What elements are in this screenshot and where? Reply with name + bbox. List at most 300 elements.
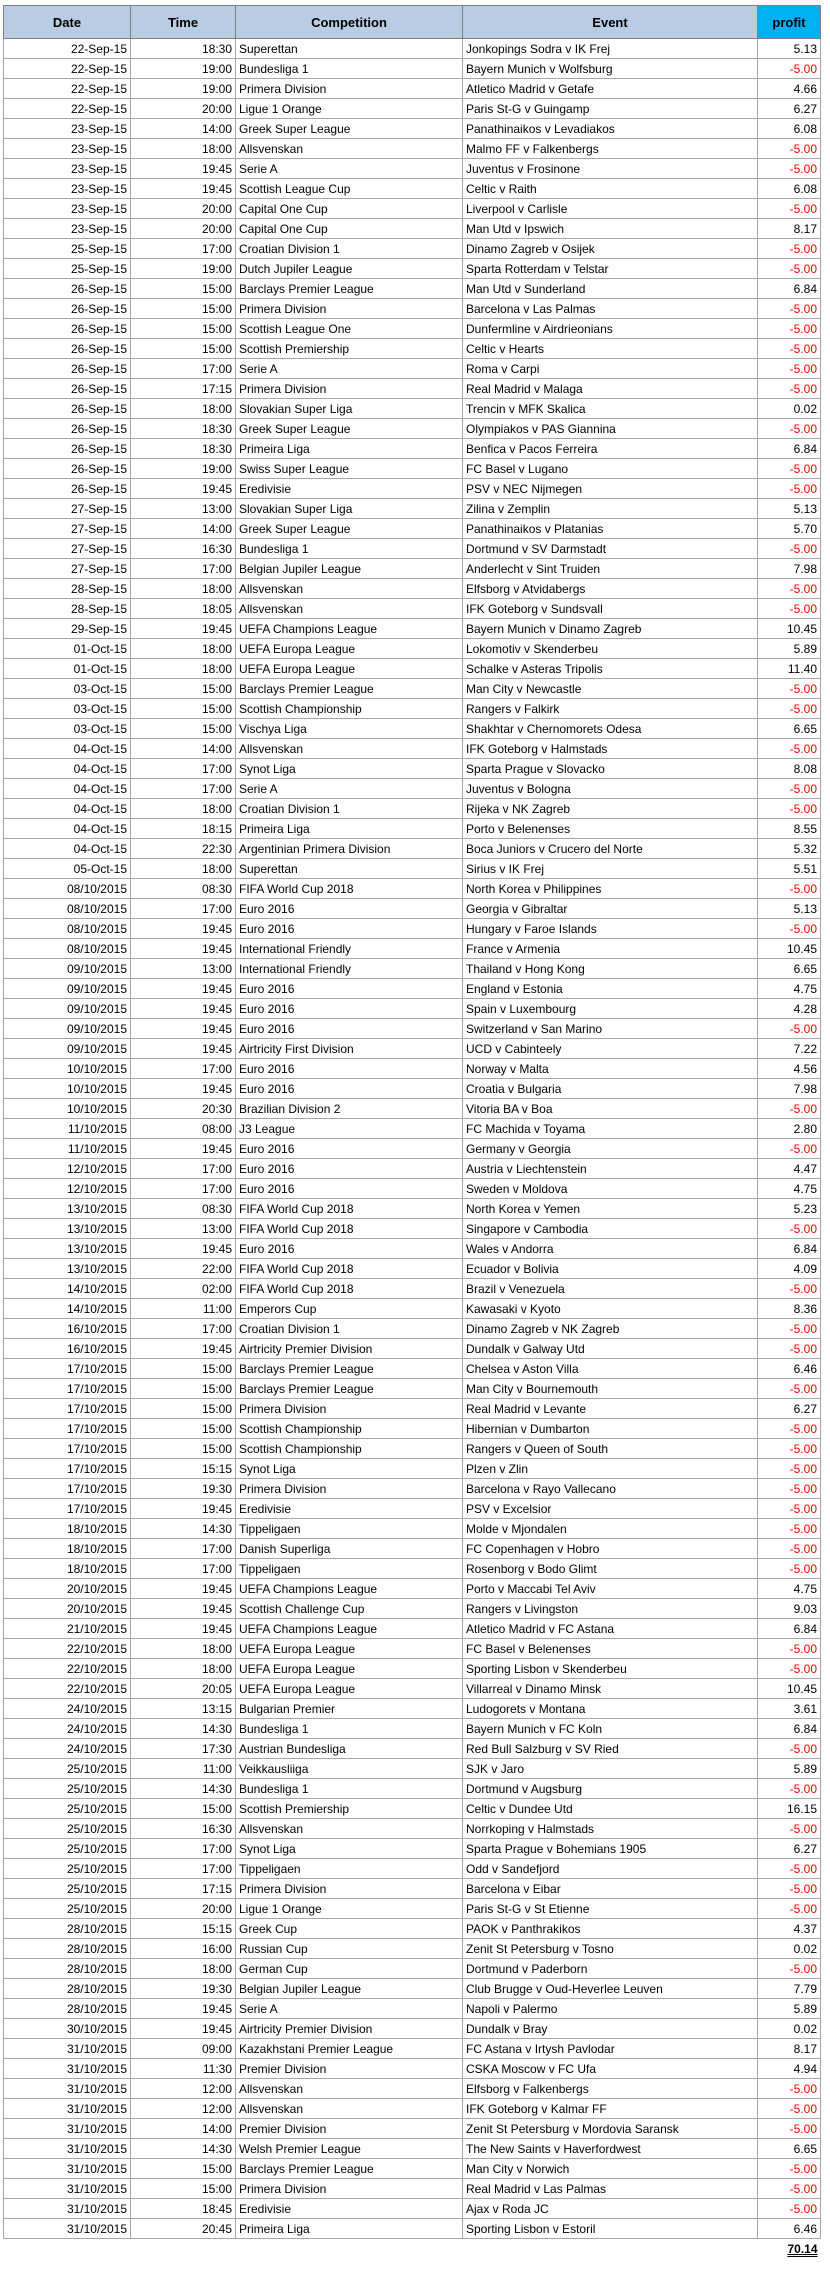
profit-cell: -5.00 xyxy=(758,359,821,379)
table-row xyxy=(4,1679,821,1699)
competition-cell: Scottish League One xyxy=(236,319,463,339)
profit-cell: -5.00 xyxy=(758,1959,821,1979)
table-row xyxy=(4,59,821,79)
date-cell: 27-Sep-15 xyxy=(4,539,131,559)
profit-cell: -5.00 xyxy=(758,1559,821,1579)
event-cell: PSV v Excelsior xyxy=(463,1499,758,1519)
profit-cell: -5.00 xyxy=(758,1459,821,1479)
time-cell: 16:00 xyxy=(131,1939,236,1959)
competition-cell: Scottish League Cup xyxy=(236,179,463,199)
table-row xyxy=(4,1719,821,1739)
time-cell: 19:45 xyxy=(131,1579,236,1599)
event-cell: Real Madrid v Las Palmas xyxy=(463,2179,758,2199)
table-row xyxy=(4,719,821,739)
date-cell: 31/10/2015 xyxy=(4,2119,131,2139)
event-cell: Spain v Luxembourg xyxy=(463,999,758,1019)
date-cell: 28/10/2015 xyxy=(4,1919,131,1939)
competition-cell: Premier Division xyxy=(236,2119,463,2139)
header-row xyxy=(4,6,821,39)
event-cell: Ecuador v Bolivia xyxy=(463,1259,758,1279)
profit-cell: 10.45 xyxy=(758,939,821,959)
competition-cell: FIFA World Cup 2018 xyxy=(236,1279,463,1299)
competition-cell: Eredivisie xyxy=(236,2199,463,2219)
profit-cell: -5.00 xyxy=(758,1659,821,1679)
date-cell: 23-Sep-15 xyxy=(4,139,131,159)
time-cell: 12:00 xyxy=(131,2079,236,2099)
event-cell: Wales v Andorra xyxy=(463,1239,758,1259)
competition-cell: Allsvenskan xyxy=(236,739,463,759)
table-row xyxy=(4,899,821,919)
profit-cell: 5.13 xyxy=(758,899,821,919)
event-cell: Barcelona v Rayo Vallecano xyxy=(463,1479,758,1499)
table-row xyxy=(4,479,821,499)
competition-cell: Barclays Premier League xyxy=(236,1359,463,1379)
competition-cell: Allsvenskan xyxy=(236,2099,463,2119)
table-row xyxy=(4,39,821,59)
event-cell: Atletico Madrid v FC Astana xyxy=(463,1619,758,1639)
time-cell: 15:15 xyxy=(131,1459,236,1479)
event-cell: IFK Goteborg v Kalmar FF xyxy=(463,2099,758,2119)
event-cell: Bayern Munich v Wolfsburg xyxy=(463,59,758,79)
date-cell: 31/10/2015 xyxy=(4,2159,131,2179)
competition-cell: Bundesliga 1 xyxy=(236,1779,463,1799)
event-cell: Vitoria BA v Boa xyxy=(463,1099,758,1119)
bets-table xyxy=(3,5,821,2258)
competition-cell: Belgian Jupiler League xyxy=(236,559,463,579)
table-row xyxy=(4,119,821,139)
table-row xyxy=(4,1659,821,1679)
competition-cell: Allsvenskan xyxy=(236,1819,463,1839)
competition-cell: UEFA Europa League xyxy=(236,1679,463,1699)
event-cell: FC Machida v Toyama xyxy=(463,1119,758,1139)
date-cell: 03-Oct-15 xyxy=(4,679,131,699)
event-cell: Dundalk v Bray xyxy=(463,2019,758,2039)
date-cell: 08/10/2015 xyxy=(4,899,131,919)
competition-cell: FIFA World Cup 2018 xyxy=(236,879,463,899)
event-cell: Dinamo Zagreb v Osijek xyxy=(463,239,758,259)
profit-cell: 6.27 xyxy=(758,1399,821,1419)
time-cell: 19:45 xyxy=(131,1619,236,1639)
date-cell: 22/10/2015 xyxy=(4,1639,131,1659)
event-cell: France v Armenia xyxy=(463,939,758,959)
time-cell: 19:45 xyxy=(131,1239,236,1259)
event-cell: Panathinaikos v Platanias xyxy=(463,519,758,539)
event-cell: Juventus v Bologna xyxy=(463,779,758,799)
time-cell: 13:15 xyxy=(131,1699,236,1719)
event-cell: Brazil v Venezuela xyxy=(463,1279,758,1299)
time-header: Time xyxy=(131,6,236,39)
table-row xyxy=(4,1499,821,1519)
table-row xyxy=(4,1859,821,1879)
date-cell: 21/10/2015 xyxy=(4,1619,131,1639)
competition-cell: Bundesliga 1 xyxy=(236,59,463,79)
time-cell: 15:00 xyxy=(131,699,236,719)
table-row xyxy=(4,919,821,939)
time-cell: 18:30 xyxy=(131,39,236,59)
event-cell: Sporting Lisbon v Estoril xyxy=(463,2219,758,2239)
profit-cell: 9.03 xyxy=(758,1599,821,1619)
time-cell: 17:30 xyxy=(131,1739,236,1759)
profit-cell: 6.46 xyxy=(758,2219,821,2239)
profit-cell: 8.08 xyxy=(758,759,821,779)
time-cell: 19:45 xyxy=(131,1139,236,1159)
date-cell: 10/10/2015 xyxy=(4,1079,131,1099)
event-cell: Norrkoping v Halmstads xyxy=(463,1819,758,1839)
date-cell: 04-Oct-15 xyxy=(4,839,131,859)
table-row xyxy=(4,1039,821,1059)
event-cell: Club Brugge v Oud-Heverlee Leuven xyxy=(463,1979,758,1999)
table-row xyxy=(4,799,821,819)
competition-cell: International Friendly xyxy=(236,939,463,959)
date-cell: 16/10/2015 xyxy=(4,1339,131,1359)
competition-cell: Primera Division xyxy=(236,2179,463,2199)
profit-cell: -5.00 xyxy=(758,779,821,799)
date-cell: 18/10/2015 xyxy=(4,1539,131,1559)
table-row xyxy=(4,419,821,439)
date-cell: 13/10/2015 xyxy=(4,1219,131,1239)
profit-cell: 10.45 xyxy=(758,619,821,639)
event-cell: Barcelona v Las Palmas xyxy=(463,299,758,319)
table-row xyxy=(4,979,821,999)
event-cell: Porto v Maccabi Tel Aviv xyxy=(463,1579,758,1599)
table-row xyxy=(4,699,821,719)
event-cell: Boca Juniors v Crucero del Norte xyxy=(463,839,758,859)
profit-cell: -5.00 xyxy=(758,1019,821,1039)
date-cell: 14/10/2015 xyxy=(4,1279,131,1299)
competition-cell: Belgian Jupiler League xyxy=(236,1979,463,1999)
table-row xyxy=(4,1399,821,1419)
profit-cell: -5.00 xyxy=(758,379,821,399)
date-cell: 23-Sep-15 xyxy=(4,199,131,219)
profit-cell: -5.00 xyxy=(758,1319,821,1339)
competition-cell: Primera Division xyxy=(236,79,463,99)
profit-cell: 4.56 xyxy=(758,1059,821,1079)
date-cell: 17/10/2015 xyxy=(4,1379,131,1399)
competition-cell: Ligue 1 Orange xyxy=(236,1899,463,1919)
event-cell: IFK Goteborg v Halmstads xyxy=(463,739,758,759)
event-cell: Elfsborg v Atvidabergs xyxy=(463,579,758,599)
competition-cell: Capital One Cup xyxy=(236,219,463,239)
date-cell: 23-Sep-15 xyxy=(4,119,131,139)
date-cell: 28/10/2015 xyxy=(4,1979,131,1999)
profit-cell: -5.00 xyxy=(758,1219,821,1239)
table-row xyxy=(4,1139,821,1159)
profit-cell: 6.65 xyxy=(758,719,821,739)
event-cell: Georgia v Gibraltar xyxy=(463,899,758,919)
competition-cell: Tippeligaen xyxy=(236,1519,463,1539)
time-cell: 18:45 xyxy=(131,2199,236,2219)
table-row xyxy=(4,1359,821,1379)
time-cell: 14:30 xyxy=(131,1719,236,1739)
time-cell: 18:00 xyxy=(131,639,236,659)
table-row xyxy=(4,1159,821,1179)
date-cell: 04-Oct-15 xyxy=(4,779,131,799)
date-cell: 28/10/2015 xyxy=(4,1999,131,2019)
event-cell: Panathinaikos v Levadiakos xyxy=(463,119,758,139)
table-row xyxy=(4,1579,821,1599)
time-cell: 17:00 xyxy=(131,559,236,579)
time-cell: 19:45 xyxy=(131,1599,236,1619)
time-cell: 18:00 xyxy=(131,579,236,599)
table-row xyxy=(4,299,821,319)
time-cell: 22:30 xyxy=(131,839,236,859)
profit-cell: 0.02 xyxy=(758,399,821,419)
competition-header: Competition xyxy=(236,6,463,39)
competition-cell: Eredivisie xyxy=(236,1499,463,1519)
date-cell: 17/10/2015 xyxy=(4,1499,131,1519)
competition-cell: UEFA Champions League xyxy=(236,1579,463,1599)
date-cell: 25/10/2015 xyxy=(4,1759,131,1779)
table-row xyxy=(4,579,821,599)
table-row xyxy=(4,379,821,399)
time-cell: 19:45 xyxy=(131,1999,236,2019)
event-cell: Singapore v Cambodia xyxy=(463,1219,758,1239)
date-cell: 26-Sep-15 xyxy=(4,279,131,299)
date-cell: 31/10/2015 xyxy=(4,2139,131,2159)
date-cell: 25/10/2015 xyxy=(4,1879,131,1899)
event-cell: Real Madrid v Malaga xyxy=(463,379,758,399)
time-cell: 15:00 xyxy=(131,719,236,739)
profit-cell: -5.00 xyxy=(758,1099,821,1119)
date-cell: 17/10/2015 xyxy=(4,1479,131,1499)
event-cell: Real Madrid v Levante xyxy=(463,1399,758,1419)
profit-cell: 8.17 xyxy=(758,2039,821,2059)
date-cell: 25/10/2015 xyxy=(4,1859,131,1879)
time-cell: 19:45 xyxy=(131,1039,236,1059)
profit-cell: -5.00 xyxy=(758,1639,821,1659)
profit-cell: -5.00 xyxy=(758,1499,821,1519)
time-cell: 08:30 xyxy=(131,1199,236,1219)
event-cell: Croatia v Bulgaria xyxy=(463,1079,758,1099)
table-row xyxy=(4,519,821,539)
profit-cell: 2.80 xyxy=(758,1119,821,1139)
profit-cell: 6.84 xyxy=(758,439,821,459)
time-cell: 15:00 xyxy=(131,1379,236,1399)
competition-cell: Airtricity First Division xyxy=(236,1039,463,1059)
profit-cell: 7.98 xyxy=(758,1079,821,1099)
event-header: Event xyxy=(463,6,758,39)
profit-cell: 6.84 xyxy=(758,1719,821,1739)
date-cell: 13/10/2015 xyxy=(4,1199,131,1219)
competition-cell: Scottish Premiership xyxy=(236,339,463,359)
date-cell: 25/10/2015 xyxy=(4,1899,131,1919)
profit-cell: 4.75 xyxy=(758,979,821,999)
time-cell: 20:00 xyxy=(131,199,236,219)
event-cell: Anderlecht v Sint Truiden xyxy=(463,559,758,579)
profit-cell: -5.00 xyxy=(758,739,821,759)
time-cell: 15:00 xyxy=(131,299,236,319)
time-cell: 15:00 xyxy=(131,679,236,699)
profit-cell: -5.00 xyxy=(758,319,821,339)
profit-cell: 6.08 xyxy=(758,119,821,139)
competition-cell: Primeira Liga xyxy=(236,439,463,459)
profit-cell: 4.66 xyxy=(758,79,821,99)
event-cell: Sporting Lisbon v Skenderbeu xyxy=(463,1659,758,1679)
table-row xyxy=(4,679,821,699)
competition-cell: Emperors Cup xyxy=(236,1299,463,1319)
table-row xyxy=(4,1059,821,1079)
profit-cell: 10.45 xyxy=(758,1679,821,1699)
table-row xyxy=(4,1779,821,1799)
competition-cell: Slovakian Super Liga xyxy=(236,499,463,519)
competition-cell: Euro 2016 xyxy=(236,1179,463,1199)
event-cell: Zenit St Petersburg v Mordovia Saransk xyxy=(463,2119,758,2139)
date-cell: 01-Oct-15 xyxy=(4,659,131,679)
date-cell: 26-Sep-15 xyxy=(4,459,131,479)
table-row xyxy=(4,599,821,619)
date-cell: 08/10/2015 xyxy=(4,939,131,959)
date-cell: 31/10/2015 xyxy=(4,2079,131,2099)
table-row xyxy=(4,1839,821,1859)
date-cell: 31/10/2015 xyxy=(4,2099,131,2119)
profit-cell: -5.00 xyxy=(758,579,821,599)
event-cell: Atletico Madrid v Getafe xyxy=(463,79,758,99)
profit-total: 70.14 xyxy=(787,2241,818,2256)
time-cell: 17:00 xyxy=(131,1179,236,1199)
time-cell: 17:00 xyxy=(131,1059,236,1079)
table-row xyxy=(4,2099,821,2119)
date-cell: 28-Sep-15 xyxy=(4,579,131,599)
event-cell: Odd v Sandefjord xyxy=(463,1859,758,1879)
profit-cell: -5.00 xyxy=(758,59,821,79)
competition-cell: UEFA Europa League xyxy=(236,639,463,659)
time-cell: 15:00 xyxy=(131,319,236,339)
date-cell: 22-Sep-15 xyxy=(4,39,131,59)
date-cell: 25/10/2015 xyxy=(4,1819,131,1839)
event-cell: Bayern Munich v Dinamo Zagreb xyxy=(463,619,758,639)
date-cell: 26-Sep-15 xyxy=(4,379,131,399)
time-cell: 18:00 xyxy=(131,859,236,879)
profit-cell: 6.27 xyxy=(758,99,821,119)
event-cell: Dortmund v SV Darmstadt xyxy=(463,539,758,559)
profit-cell: -5.00 xyxy=(758,679,821,699)
table-row xyxy=(4,339,821,359)
profit-cell: -5.00 xyxy=(758,1819,821,1839)
time-cell: 18:00 xyxy=(131,659,236,679)
event-cell: Zilina v Zemplin xyxy=(463,499,758,519)
table-row xyxy=(4,1439,821,1459)
competition-cell: UEFA Champions League xyxy=(236,1619,463,1639)
competition-cell: Primera Division xyxy=(236,1879,463,1899)
table-row xyxy=(4,1459,821,1479)
date-cell: 26-Sep-15 xyxy=(4,419,131,439)
table-row xyxy=(4,559,821,579)
profit-cell: -5.00 xyxy=(758,2119,821,2139)
date-cell: 11/10/2015 xyxy=(4,1139,131,1159)
date-cell: 09/10/2015 xyxy=(4,1039,131,1059)
date-cell: 25-Sep-15 xyxy=(4,259,131,279)
event-cell: Juventus v Frosinone xyxy=(463,159,758,179)
table-row xyxy=(4,1979,821,1999)
time-cell: 15:00 xyxy=(131,1359,236,1379)
event-cell: Sparta Rotterdam v Telstar xyxy=(463,259,758,279)
profit-cell: -5.00 xyxy=(758,1379,821,1399)
table-row xyxy=(4,1739,821,1759)
profit-cell: 5.89 xyxy=(758,1999,821,2019)
table-row xyxy=(4,2159,821,2179)
time-cell: 11:30 xyxy=(131,2059,236,2079)
table-row xyxy=(4,539,821,559)
profit-cell: -5.00 xyxy=(758,299,821,319)
event-cell: Plzen v Zlin xyxy=(463,1459,758,1479)
event-cell: England v Estonia xyxy=(463,979,758,999)
event-cell: Man City v Bournemouth xyxy=(463,1379,758,1399)
table-row xyxy=(4,1239,821,1259)
time-cell: 14:00 xyxy=(131,119,236,139)
event-cell: Celtic v Dundee Utd xyxy=(463,1799,758,1819)
time-cell: 18:00 xyxy=(131,1639,236,1659)
profit-cell: -5.00 xyxy=(758,159,821,179)
results-sheet xyxy=(3,5,821,2258)
table-row xyxy=(4,1559,821,1579)
event-cell: North Korea v Yemen xyxy=(463,1199,758,1219)
time-cell: 15:00 xyxy=(131,1799,236,1819)
event-cell: Switzerland v San Marino xyxy=(463,1019,758,1039)
time-cell: 15:00 xyxy=(131,2179,236,2199)
date-cell: 09/10/2015 xyxy=(4,979,131,999)
table-row xyxy=(4,739,821,759)
event-cell: Rosenborg v Bodo Glimt xyxy=(463,1559,758,1579)
competition-cell: UEFA Europa League xyxy=(236,1639,463,1659)
competition-cell: Superettan xyxy=(236,39,463,59)
event-cell: CSKA Moscow v FC Ufa xyxy=(463,2059,758,2079)
competition-cell: Danish Superliga xyxy=(236,1539,463,1559)
event-cell: Sirius v IK Frej xyxy=(463,859,758,879)
time-cell: 20:30 xyxy=(131,1099,236,1119)
competition-cell: Synot Liga xyxy=(236,1459,463,1479)
profit-cell: 7.22 xyxy=(758,1039,821,1059)
time-cell: 15:00 xyxy=(131,279,236,299)
event-cell: Dortmund v Paderborn xyxy=(463,1959,758,1979)
time-cell: 19:45 xyxy=(131,999,236,1019)
table-row xyxy=(4,1179,821,1199)
event-cell: Napoli v Palermo xyxy=(463,1999,758,2019)
date-cell: 30/10/2015 xyxy=(4,2019,131,2039)
competition-cell: Euro 2016 xyxy=(236,1239,463,1259)
competition-cell: UEFA Champions League xyxy=(236,619,463,639)
event-cell: Dinamo Zagreb v NK Zagreb xyxy=(463,1319,758,1339)
competition-cell: Capital One Cup xyxy=(236,199,463,219)
competition-cell: Dutch Jupiler League xyxy=(236,259,463,279)
profit-cell: -5.00 xyxy=(758,2199,821,2219)
table-row xyxy=(4,1379,821,1399)
competition-cell: Euro 2016 xyxy=(236,979,463,999)
competition-cell: Premier Division xyxy=(236,2059,463,2079)
profit-cell: 6.08 xyxy=(758,179,821,199)
competition-cell: Barclays Premier League xyxy=(236,2159,463,2179)
date-cell: 23-Sep-15 xyxy=(4,159,131,179)
competition-cell: Euro 2016 xyxy=(236,999,463,1019)
table-row xyxy=(4,319,821,339)
competition-cell: Greek Super League xyxy=(236,119,463,139)
date-cell: 26-Sep-15 xyxy=(4,299,131,319)
event-cell: Roma v Carpi xyxy=(463,359,758,379)
profit-cell: -5.00 xyxy=(758,919,821,939)
event-cell: Liverpool v Carlisle xyxy=(463,199,758,219)
time-cell: 19:00 xyxy=(131,79,236,99)
table-row xyxy=(4,639,821,659)
event-cell: FC Copenhagen v Hobro xyxy=(463,1539,758,1559)
event-cell: Man City v Newcastle xyxy=(463,679,758,699)
profit-cell: 8.17 xyxy=(758,219,821,239)
competition-cell: Serie A xyxy=(236,359,463,379)
time-cell: 19:00 xyxy=(131,59,236,79)
event-cell: Olympiakos v PAS Giannina xyxy=(463,419,758,439)
profit-cell: -5.00 xyxy=(758,339,821,359)
event-cell: Bayern Munich v FC Koln xyxy=(463,1719,758,1739)
date-cell: 17/10/2015 xyxy=(4,1419,131,1439)
date-cell: 17/10/2015 xyxy=(4,1459,131,1479)
